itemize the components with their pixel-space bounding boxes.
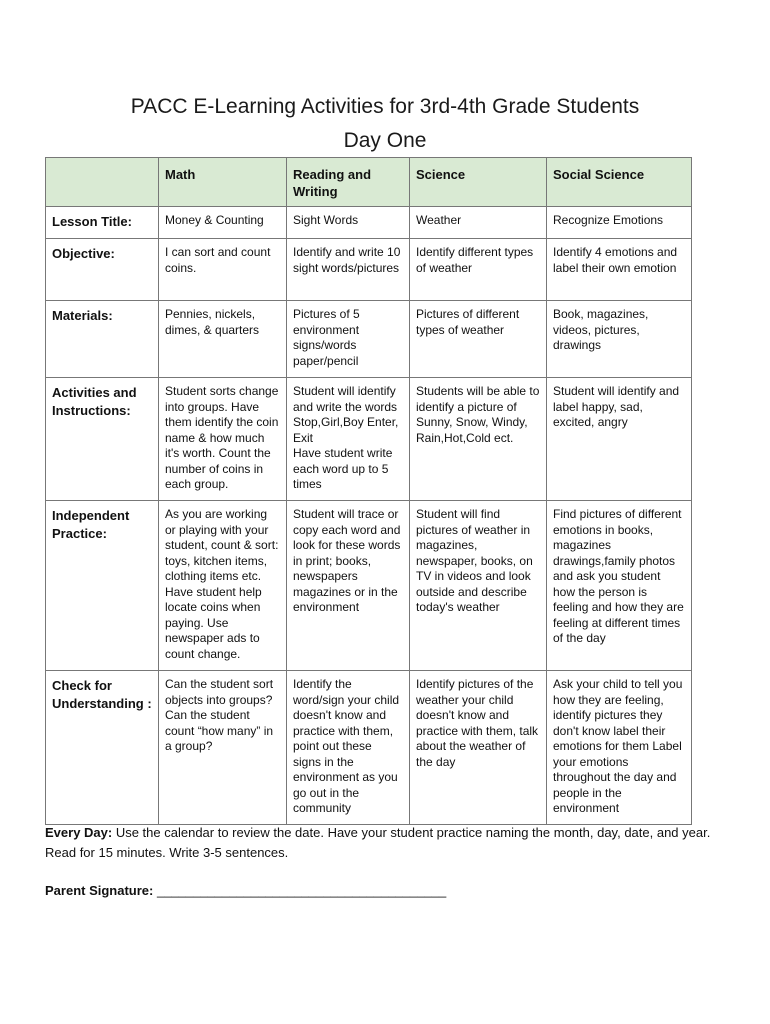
table-cell: Student will trace or copy each word and look for these words in print; books, newspapers magazines or in the environment (287, 501, 410, 671)
table-cell: Find pictures of different emotions in books, magazines drawings,family photos and ask you student how the person is feeling and how they are feeling at different times of the day (547, 501, 692, 671)
table-cell: Weather (410, 207, 547, 239)
table-cell: Identify 4 emotions and label their own emotion (547, 239, 692, 301)
row-label-materials: Materials: (46, 301, 159, 378)
table-cell: Sight Words (287, 207, 410, 239)
table-cell: Can the student sort objects into groups? Can the student count “how many” in a group? (159, 671, 287, 825)
header-cell-reading-writing: Reading and Writing (287, 158, 410, 207)
table-row (46, 671, 692, 825)
table-cell: As you are working or playing with your student, count & sort: toys, kitchen items, clothing items etc. Have student help locate coins when paying. Use newspaper ads to count change. (159, 501, 287, 671)
row-label-independent-practice: Independent Practice: (46, 501, 159, 671)
table-cell: Student will find pictures of weather in magazines, newspaper, books, on TV in videos and look outside and describe today's weather (410, 501, 547, 671)
table-cell: Student will identify and write the words Stop,Girl,Boy Enter, Exit Have student write each word up to 5 times (287, 378, 410, 501)
header-cell-blank (46, 158, 159, 207)
table-row (46, 207, 692, 239)
table-cell: Student sorts change into groups. Have them identify the coin name & how much it's worth. Count the number of coins in each group. (159, 378, 287, 501)
table-header-row (46, 158, 692, 207)
every-day-text: Use the calendar to review the date. Have your student practice naming the month, day, date, and year. Read for 15 minutes. Write 3-5 sentences. (45, 825, 711, 860)
row-label-objective: Objective: (46, 239, 159, 301)
parent-signature (45, 881, 715, 901)
table-cell: Recognize Emotions (547, 207, 692, 239)
table-cell: Students will be able to identify a picture of Sunny, Snow, Windy, Rain,Hot,Cold ect. (410, 378, 547, 501)
header-cell-science: Science (410, 158, 547, 207)
table-cell: Ask your child to tell you how they are feeling, identify pictures they don't know label their emotions for them Label your emotions throughout the day and people in the environment (547, 671, 692, 825)
table-cell: Pictures of different types of weather (410, 301, 547, 378)
table-cell: Money & Counting (159, 207, 287, 239)
row-label-lesson-title: Lesson Title: (46, 207, 159, 239)
parent-signature-label: Parent Signature: (45, 883, 154, 898)
table-cell: Identify and write 10 sight words/pictures (287, 239, 410, 301)
table-cell: Identify pictures of the weather your child doesn't know and practice with them, talk about the weather of the day (410, 671, 547, 825)
table-cell: Identify different types of weather (410, 239, 547, 301)
header-cell-math: Math (159, 158, 287, 207)
page-title: PACC E-Learning Activities for 3rd-4th Grade Students (130, 95, 640, 118)
table-row (46, 301, 692, 378)
table-row (46, 501, 692, 671)
every-day-note (45, 823, 715, 863)
row-label-activities-instructions: Activities and Instructions: (46, 378, 159, 501)
table-cell: Student will identify and label happy, sad, excited, angry (547, 378, 692, 501)
table-cell: Pictures of 5 environment signs/words paper/pencil (287, 301, 410, 378)
table-cell: Pennies, nickels, dimes, & quarters (159, 301, 287, 378)
table-cell: I can sort and count coins. (159, 239, 287, 301)
row-label-check-for-understanding: Check for Understanding : (46, 671, 159, 825)
table-row (46, 239, 692, 301)
every-day-label: Every Day: (45, 825, 113, 840)
table-row (46, 378, 692, 501)
page-subtitle: Day One (343, 129, 427, 152)
activities-table (45, 157, 692, 825)
header-cell-social-science: Social Science (547, 158, 692, 207)
table-cell: Identify the word/sign your child doesn't know and practice with them, point out these signs in the environment as you go out in the community (287, 671, 410, 825)
table-cell: Book, magazines, videos, pictures, drawings (547, 301, 692, 378)
signature-line: ________________________________________ (153, 883, 447, 898)
